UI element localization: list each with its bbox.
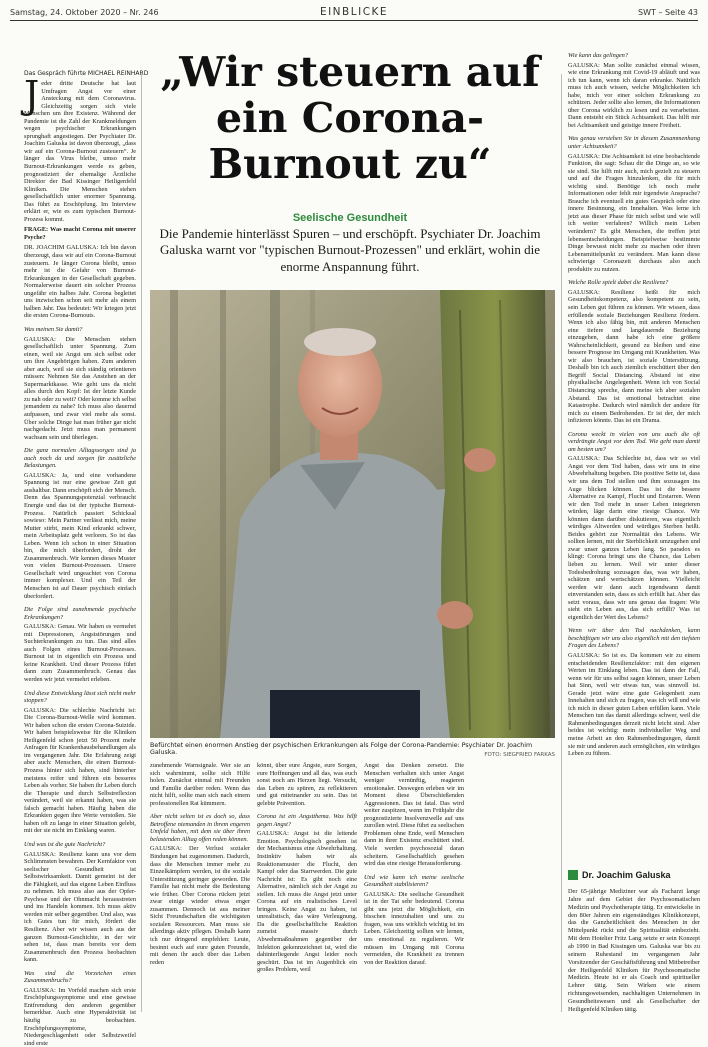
dropcap: J	[24, 73, 40, 117]
question: Wenn wir über den Tod nachdenken, kann beschäftigen wir uns also eigentlich mit den tiefsten Fragen des Lebens?	[568, 627, 700, 650]
column-4b	[470, 762, 555, 1017]
question: Was genau verstehen Sie in diesem Zusammenhang unter Achtsamkeit?	[568, 135, 700, 151]
forest-portrait-image	[150, 290, 555, 738]
body-text: zunehmende Warnsignale. Wer sie an sich wahrnimmt, sollte sich Hilfe holen. Zunächst einmal mit Freunden und Familie darüber reden. Wenn das nicht hilft, sollte man sich nach einem professionellen Rat kümmern.	[150, 762, 250, 807]
answer: GALUSKA: Die Menschen stehen gesellschaftlich unter Spannung. Zum einen, weil sie Angst um sich selbst oder um ihre Angehörigen haben. Zum anderen aber auch, weil sie sich ständig orientieren müssen: Nehmen Sie das Anstehen an der Supermarktkasse. Wie geht uns da nicht alles durch den Kopf: Ist der letzte Kunde zu nah oder zu weit? Oder komme ich selbst jemandem zu nahe? Ich muss also dauernd aufpassen, und zwar viel mehr als sonst. Über solche Dinge hat man früher gar nicht nachgedacht. Jetzt muss man permanent wachsam sein und überlegen.	[24, 335, 136, 441]
headline: „Wir steuern auf ein Corona-Burnout zu“	[160, 48, 540, 188]
photo-caption: Befürchtet einen enormen Anstieg der psychischen Erkrankungen als Folge der Corona-Pandemie: Psychiater Dr. Joachim Galuska.	[150, 742, 533, 756]
body-text: könnt, über eure Ängste, eure Sorgen, eure Hoffnungen und all das, was euch sonst noch am Herzen liegt. Versucht, das Leben zu spüren, zu reflektieren und gut miteinander zu sein. Das ist gelebte Prävention.	[257, 762, 357, 807]
kicker: Seelische Gesundheit	[292, 212, 408, 224]
question: FRAGE: Was macht Corona mit unserer Psyche?	[24, 226, 136, 241]
answer: GALUSKA: Das Schlechte ist, dass wir so viel Angst vor dem Tod haben, dass wir uns in eine Abwehrhaltung begeben. Die positive Seite ist, dass wir uns dem Tod stellen und ihm sozusagen ins Auge blicken können. Das ist die bessere Alternative zu Kampf, Flucht und Erstarren. Wenn wir den Tod mehr in unser Leben integrieren würden, läge darin eine riesige Chance. Wir könnten dann darüber diskutieren, was eigentlich würdiges Altwerden und würdiges Sterben heißt. Beides gehört zur Normalität des Lebens. Wir sollten lernen, mit der Sterblichkeit umzugehen und zwar unser ganzes Leben lang. So paradox es klingt: Corona bringt uns die Chance, das Leben lieben zu lernen. Weil wir unter dieser Todesbedrohung sozusagen das, was wir haben, schätzen und wertschätzen können. Vielleicht werden wir dann auch irgendwann damit einverstanden sein, dass es sich erfüllt hat. Aber das setzt voraus, dass wir uns genau das fragen: Wie sieht ein Leben aus, das sich erfüllt? Was ist eigentlich der Wert des Lebens?	[568, 455, 700, 621]
question: Und was ist die gute Nachricht?	[24, 840, 106, 848]
green-tag-icon	[568, 870, 578, 880]
answer: GALUSKA: Resilienz heißt für mich Gesundheitskompetenz, also kompetent zu sein, sein Leben gut führen zu können. Wir wissen, dass erfüllende soziale Beziehungen Resilienz fördern. Wenn ich also fähig bin, mit anderen Menschen eine tiefere und langdauernde Beziehung einzugehen, dann habe ich eine größere Wahrscheinlichkeit, gesund zu bleiben und eine bessere Prognose im Umgang mit Krankheiten. Was wir also brauchen, ist soziale Unterstützung. Deshalb bin ich auch ziemlich erschüttert über den Begriff Social Distancing. Abstand ist eine physikalische Angelegenheit. Wenn ich von Social Distancing spreche, dann meine ich aber sozialen Abstand. Das ist emotional betrachtet eine Katastrophe. Dadurch wird nämlich der andere für mich zu einem Bedrohenden. Er ist der, der mich infizieren könnte. Das ist ein Drama.	[568, 288, 700, 425]
infobox-title: Dr. Joachim Galuska	[582, 870, 671, 881]
answer: GALUSKA: Im Vorfeld machen sich erste Erschöpfungssymptome und eine gewisse Entfremdung den anderen gegenüber bemerkbar. Auch eine Hyperaktivität ist häufig zu beobachten. Erschöpfungssymptome, Niedergeschlagenheit oder Selbstzweifel sind erste	[24, 986, 136, 1047]
body-text: Angst das Denken zersetzt. Die Menschen verhalten sich unter Angst weniger vernünftig, reagieren emotionaler. Deswegen erleben wir im Moment diese Überschießenden Aggressionen. Das ist fatal. Das wird weiter zuspitzen, wenn im Frühjahr die prognostizierte Insolvenzwelle auf uns zurollen wird. Diese führt zu seelischen Problemen ohne Ende, weil Menschen dann in ihrer Existenz erschüttert sind. Viele werden psychosozial daran scheitern. Gesellschaftlich gesehen wird das eine riesige Herausforderung.	[364, 762, 465, 868]
question: Und wie kann ich meine seelische Gesundheit stabilisieren?	[364, 873, 464, 889]
question: Die ganz normalen Alltagssorgen sind ja auch noch da und sorgen für zusätzliche Belastungen.	[24, 447, 136, 470]
column-2	[150, 762, 250, 1017]
column-rule	[561, 74, 562, 1012]
column-5	[568, 46, 700, 861]
answer: GALUSKA: Man sollte zunächst einmal wissen, wie eine Erkrankung mit Covid-19 abläuft und was ich tun kann, wenn ich daran erkranke. Natürlich muss ich auch wissen, welche Möglichkeiten ich habe, mich vor einer solchen Erkrankung zu schützen. Jeder sollte also lernen, die Informationen über Corona wirklich zu lesen und zu verarbeiten. Dann entsteht ein Stück Achtsamkeit. Das hilft mir bei Achtsamkeit und geistige innere Freiheit.	[568, 61, 700, 129]
photo-credit: FOTO: SIEGFRIED FARKAS	[484, 752, 555, 758]
portrait-photo	[150, 290, 555, 738]
author-infobox	[568, 866, 700, 1016]
answer: GALUSKA: Die schlechte Nachricht ist: Die Corona-Burnout-Welle wird kommen. Wir haben schon die ersten Corona-Suizide. Wir haben beispielsweise für die Kliniken Heiligenfeld schon jetzt 50 Prozent mehr Anfragen für Krankenhausbehandlungen als im vergangenen Jahr. Die Erfahrung zeigt aber auch: Menschen, die einen Burnout-Prozess hinter sich haben, sind hinterher meistens reifer und führen ein besseres Leben als vorher. Sie haben ihr Leben durch die Therapie und durch Selbstreflexion verändert, weil sie erkannt haben, was sie falsch gemacht haben. Häufig haben die Erkrankten gegen ihre Werte verstoßen. Sie haben oft zu lange in einer Situation gelebt, mit der sie nicht im Einklang waren.	[24, 706, 136, 835]
column-3	[257, 762, 357, 1017]
issue-date: Samstag, 24. Oktober 2020 – Nr. 246	[10, 8, 159, 17]
question: Was sind die Vorzeichen eines Zusammenbruchs?	[24, 969, 136, 985]
header-rule	[10, 20, 698, 21]
question: Welche Rolle spielt dabei die Resilienz?	[568, 279, 669, 287]
answer: GALUSKA: Angst ist die leitende Emotion. Psychologisch gesehen ist der Mechanismus eine Abwehrhaltung. Instinktiv haben wir als Reaktionsmuster die Flucht, den Kampf oder das Starrwerden. Die gute Nachricht ist: Es gibt noch eine Alternative, nämlich sich der Angst zu stellen. Ich muss die Angst jetzt unter Corona auf ein realistisches Level bringen. Keine Angst zu haben, ist unrealistisch, das wäre Verleugnung. Da die gesellschaftliche Reaktion zumeist massiv durch Abwehrmaßnahmen gegenüber der Infektion gekennzeichnet ist, wird die dahinterliegende Angst leider noch geschürt. Das ist im Augenblick ein großes Problem, weil	[257, 830, 357, 974]
question: Und diese Entwicklung lässt sich nicht mehr stoppen?	[24, 689, 136, 705]
answer: GALUSKA: Ja, und eine vorhandene Spannung ist nur eine gewisse Zeit gut aushaltbar. Dann erschöpft sich der Mensch. Denn das Spannungspotenzial verbraucht Energie und das ist der typische Burnout-Prozess. Natürlich passiert Schicksal sowieso: Mein Partner verlässt mich, meine Mutter stirbt, mein Kind erkrankt schwer, mein Arbeitsplatz geht verloren. So ist das Leben. Wenn ich schon in einer Situation bin, die mich überfordert, droht der Zusammenbruch. Wir kennen dieses Muster von vielen Burnout-Prozessen. Unsere Gesellschaft wird ungeachtet von Corona immer komplexer. Und ein Teil der Menschen ist auf Dauer psychisch einfach überfordert.	[24, 471, 136, 600]
section-title: EINBLICKE	[319, 6, 389, 18]
answer: GALUSKA: Genau. Wir haben es vermehrt mit Depressionen, Angststörungen und Suchterkrankungen zu tun. Das sind alles auch Folgen eines Burnout-Prozesses. Burnout ist in eigentlich ein Prozess und keine Krankheit. Und dieser Prozess führt dann zum Zusammenbruch. Genau das werden wir jetzt vermehrt erleben.	[24, 623, 136, 684]
answer: DR. JOACHIM GALUSKA: Ich bin davon überzeugt, dass wir auf ein Corona-Burnout zusteuern. Je länger Corona bleibt, umso mehr ist die Gefahr von Burnout-Erkrankungen in der Gesellschaft gegeben. Normalerweise dauert ein solcher Prozess ungefähr ein halbes Jahr. Corona begleitet uns inzwischen schon seit mehr als einem halben Jahr. Das bedeutet: Wir kriegen jetzt die ersten Corona-Burnouts.	[24, 244, 136, 320]
question: Corona ist ein Angstthema. Was hilft gegen Angst?	[257, 813, 357, 828]
answer: GALUSKA: So ist es. Da kommen wir zu einem entscheidenden Resilienzfaktor: mit den eigenen Werten im Einklang leben. Das ist dann der Fall, wenn wir für uns selbst sagen können, unser Leben hat Sinn, weil wir etwas tun, was sinnvoll ist. Gerade jetzt wäre eine gute Gelegenheit zum Innehalten und sich zu fragen, was ich will und wie ich mich in dieser guten Leben erfüllen kann. Viele Menschen tun das damit allerdings schwer, weil die Rahmenbedingungen derzeit nicht leicht sind. Aber beides ist wichtig: mein individueller Weg und meine Arbeit an den Rahmenbedingungen, damit sie mir und anderen auch ermöglichen, ein würdiges Leben zu führen.	[568, 652, 700, 758]
answer: GALUSKA: Resilienz kann uns vor dem Schlimmsten bewahren. Der Kernfaktor von seelischer Gesundheit ist Selbstwirksamkeit. Damit gemeint ist der die Fähigkeit, auf das eigene Leben Einfluss zu nehmen. Ich muss also aus der Opfer-Psychose und der Ohnmacht herausstreten und ins Handeln kommen. Ich muss aktiv werden mir selber gegenüber. Und also, was ich Gutes tun für mich, fördert die Resilienz. Aber wir wissen auch aus der ganzen Burnout-Geschichte, in der wir sehen ist, dass man bereits vor dem Zusammenbruch den Prozess beobachten kann.	[24, 850, 136, 964]
byline: Das Gespräch führte MICHAEL REINHARD	[24, 70, 149, 77]
question: Was meinen Sie damit?	[24, 325, 83, 333]
question: Aber nicht selten ist es doch so, dass Betroffene niemanden in ihrem engeren Umfeld haben, mit dem sie über ihren belastenden Alltag offen reden können.	[150, 813, 250, 843]
question: Wie kann das gelingen?	[568, 52, 628, 59]
column-4	[364, 762, 464, 1017]
deck: Die Pandemie hinterlässt Spuren – und erschöpft. Psychiater Dr. Joachim Galuska warnt vor "typischen Burnout-Prozessen" und erklärt, wohin die enorme Anspannung führt.	[159, 226, 541, 274]
question: Corona weckt in vielen von uns auch die oft verdrängte Angst vor dem Tod. Wie geht man damit am besten um?	[568, 430, 700, 453]
answer: GALUSKA: Die seelische Gesundheit ist in der Tat sehr bedeutend. Corona gibt uns jetzt die Möglichkeit, ein bisschen innezuhalten und uns zu fragen, was uns wirklich wichtig ist im Leben. Gleichzeitig sollten wir lernen, uns emotional zu regulieren. Wir müssen im Umgang mit Corona vermeiden, die Krankheit zu trennen von der Reaktion darauf.	[364, 890, 464, 966]
answer: GALUSKA: Der Verlust sozialer Bindungen hat zugenommen. Dadurch, dass die Menschen immer mehr zu Einzelkämpfern werden, ist die soziale Unterstützung geringer geworden. Die Familie hat nicht mehr die Bedeutung wie früher. Über Corona rücken jetzt zwar einige wieder etwas enger zusammen. Dennoch ist aus meiner Sicht Freundschaften die wichtigsten sozialen Ressourcen. Man muss sie allerdings aktiv pflegen. Deshalb kann ich nur dringend empfehlen: Leute, besinnt euch auf eure guten Freunde, mit denen ihr auch über das Leben reden	[150, 845, 250, 966]
column-rule	[141, 74, 142, 1012]
infobox-body: Der 65-jährige Mediziner war als Facharzt lange Jahre auf dem Gebiet der Psychosomatischen Medizin und Psychotherapie tätig. Er entwickelte in den 80er Jahren ein eigenständiges Klinikkonzept, das die Ganzheitlichkeit des Menschen in der Mittelpunkt rückt und die Spiritualität einbezieht. Mit dem Hotelier Fritz Lang setzte er sein Konzept ab 1990 in Bad Kissingen um. Galuska war bis zu seinem Ruhestand im vergangenen Jahr Vorsitzender der Geschäftsführung und Mitbetreiber der Heiligenfeld Kliniken für Psychosomatische Medizin. Heute ist er als Coach und spiritueller Lehrer tätig. Sein Wirken wie einem richtungsweisenden, nachhaltigen Unternehmen in Gesundheitswesen und als Gesellschafter der Heiligenfeld Kliniken tätig.	[568, 888, 700, 1013]
answer: GALUSKA: Die Achtsamkeit ist eine beobachtende Funktion, die sagt: Schau dir die Dinge an, so wie sie sind. Sie hilft mir auch, mich gezielt zu steuern und auf die Fragen hinzulenken, die für mich wichtig sind. Benötige ich noch mehr Informationen oder fehlt mir irgendwie Ansprache? Brauche ich eventuell ein gutes Gespräch oder eine innere Besinnung, ein Innehalten. Was lerne ich jetzt aus dieser Phase für mich selbst und wie will ich weiter verfahren? Willich mein Leben verändern? Es gibt Menschen, die treffen jetzt lebensentscheidungen. Beispielweise bestimmte Dinge bewusst nicht mehr zu machen oder ihren Lebensmittelpunkt zu verändern. Man kann diese schwierige Coronazeit durchaus also auch produktiv zu nutzen.	[568, 152, 700, 273]
question: Die Folge sind zunehmende psychische Erkrankungen?	[24, 606, 136, 621]
intro-text: eder dritte Deutsche hat laut Umfragen Angst vor einer Ansteckung mit dem Coronavirus. Gleichzeitig sorgen sich viele Menschen um ihre Existenz. Während der Pandemie ist die Zahl der Krankmeldungen wegen psychischer Erkrankungen sprunghaft angestiegen. Der Psychiater Dr. Joachim Galuska ist davon überzeugt, „dass wir auf ein Corona-Burnout zusteuern“. Je länger das Virus bleibe, umso mehr Burnout-Erkrankungen werde es geben, prognostiziert der ehemalige Ärztliche Direktor der Bad Kissinger Heiligenfeld Kliniken. Die Menschen stehen gesellschaftlich unter enormer Spannung. Das führt zu Erschöpfung. Im Interview erklärt er, wie es zum typischen Burnout-Prozess kommt.	[24, 80, 136, 223]
page-number: SWT – Seite 43	[638, 8, 698, 17]
